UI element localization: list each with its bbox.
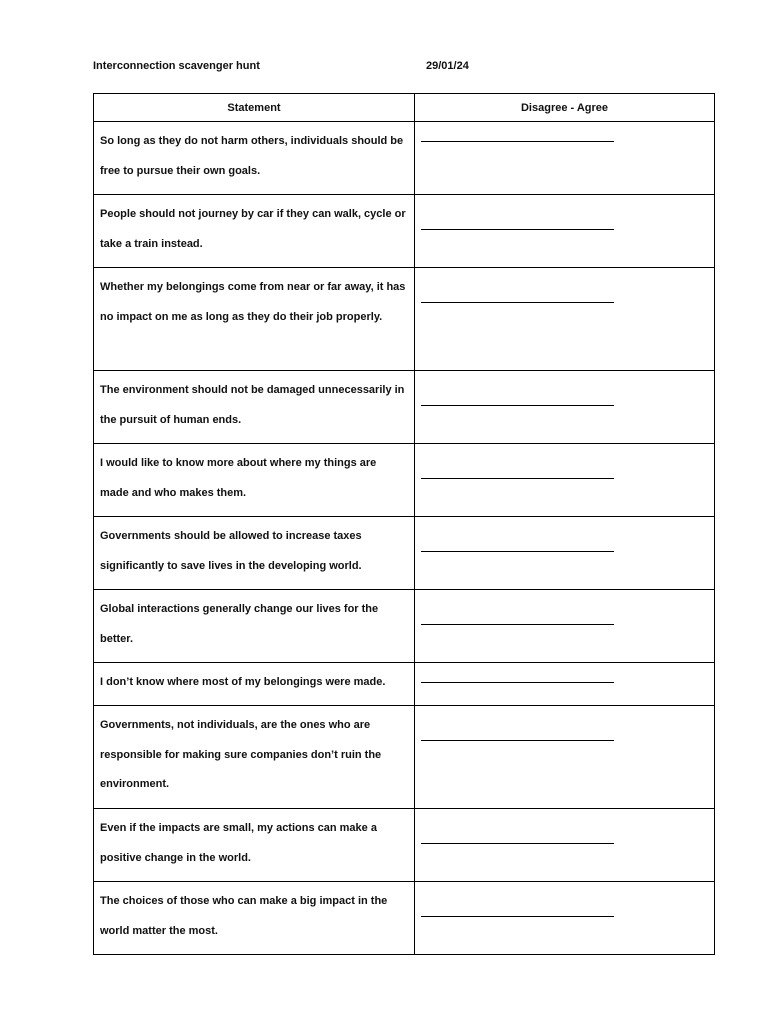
table-row	[94, 122, 715, 195]
agreement-answer-line[interactable]	[421, 624, 614, 625]
statement-cell	[94, 517, 415, 590]
statement-table	[93, 93, 715, 955]
statement-cell	[94, 444, 415, 517]
statement-cell	[94, 663, 415, 706]
table-row	[94, 809, 715, 882]
document-title: Interconnection scavenger hunt	[93, 60, 260, 72]
agreement-cell[interactable]	[415, 444, 715, 517]
statement-text: I would like to know more about where my things are made and who makes them.	[100, 457, 377, 499]
agreement-answer-line[interactable]	[421, 916, 614, 917]
statement-text: The choices of those who can make a big impact in the world matter the most.	[100, 895, 388, 937]
agreement-answer-line[interactable]	[421, 302, 614, 303]
agreement-answer-line[interactable]	[421, 740, 614, 741]
table-row	[94, 882, 715, 955]
statement-cell	[94, 590, 415, 663]
table-row	[94, 706, 715, 809]
statement-cell	[94, 371, 415, 444]
document-date: 29/01/24	[426, 60, 469, 72]
agreement-answer-line[interactable]	[421, 141, 614, 142]
agreement-cell[interactable]	[415, 195, 715, 268]
agreement-cell[interactable]	[415, 809, 715, 882]
table-row	[94, 371, 715, 444]
agreement-cell[interactable]	[415, 122, 715, 195]
statement-cell	[94, 268, 415, 371]
statement-text: The environment should not be damaged unnecessarily in the pursuit of human ends.	[100, 384, 405, 426]
statement-column-header: Statement	[94, 94, 415, 122]
agreement-cell[interactable]	[415, 706, 715, 809]
agreement-answer-line[interactable]	[421, 478, 614, 479]
agreement-cell[interactable]	[415, 882, 715, 955]
table-row	[94, 663, 715, 706]
agreement-answer-line[interactable]	[421, 682, 614, 683]
table-row	[94, 444, 715, 517]
agreement-answer-line[interactable]	[421, 551, 614, 552]
statement-cell	[94, 122, 415, 195]
statement-text: People should not journey by car if they can walk, cycle or take a train instead.	[100, 208, 406, 250]
statement-cell	[94, 809, 415, 882]
agreement-cell[interactable]	[415, 663, 715, 706]
agreement-answer-line[interactable]	[421, 843, 614, 844]
document-header	[93, 60, 713, 76]
table-row	[94, 590, 715, 663]
table-header-row	[94, 94, 715, 122]
agreement-answer-line[interactable]	[421, 229, 614, 230]
agreement-cell[interactable]	[415, 371, 715, 444]
agreement-cell[interactable]	[415, 590, 715, 663]
table-row	[94, 195, 715, 268]
statement-text: Governments should be allowed to increase taxes significantly to save lives in the developing world.	[100, 530, 362, 572]
agreement-column-header: Disagree - Agree	[415, 94, 715, 122]
statement-text: Governments, not individuals, are the ones who are responsible for making sure companies don’t ruin the environment.	[100, 719, 382, 790]
statement-text: Whether my belongings come from near or far away, it has no impact on me as long as they do their job properly.	[100, 281, 406, 323]
agreement-answer-line[interactable]	[421, 405, 614, 406]
statement-text: Global interactions generally change our lives for the better.	[100, 603, 379, 645]
table-row	[94, 268, 715, 371]
statement-cell	[94, 706, 415, 809]
table-row	[94, 517, 715, 590]
statement-cell	[94, 882, 415, 955]
agreement-cell[interactable]	[415, 268, 715, 371]
agreement-cell[interactable]	[415, 517, 715, 590]
statement-text: So long as they do not harm others, individuals should be free to pursue their own goals.	[100, 135, 404, 177]
statement-cell	[94, 195, 415, 268]
statement-text: Even if the impacts are small, my actions can make a positive change in the world.	[100, 822, 377, 864]
statement-text: I don’t know where most of my belongings were made.	[100, 676, 386, 688]
